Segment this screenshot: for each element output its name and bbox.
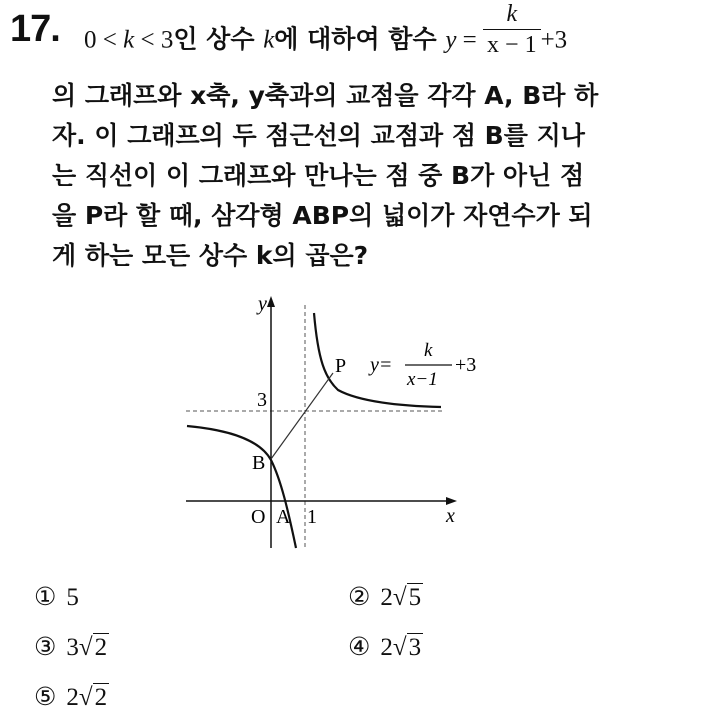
question-text: 인 상수: [173, 24, 264, 54]
y-axis-label: y: [258, 293, 267, 315]
sqrt-symbol: √2: [78, 684, 108, 711]
choice-coefficient: 2: [380, 584, 393, 611]
choice-radicand: 2: [94, 634, 108, 661]
question-text: 에 대하여 함수: [274, 24, 446, 54]
equals-sign: =: [456, 26, 484, 54]
choice-mark: ①: [34, 584, 57, 611]
var-y: y: [445, 26, 457, 54]
inequality-left: 0 <: [84, 26, 124, 54]
choice-coefficient: 3: [66, 634, 79, 661]
choice-coefficient: 2: [380, 634, 393, 661]
graph-eq-denominator: x−1: [407, 369, 438, 390]
choice-radicand: 2: [94, 684, 108, 711]
point-a-label: A: [276, 506, 291, 528]
segment-bp: [271, 373, 333, 459]
origin-label: O: [251, 506, 266, 528]
fraction-denominator: x − 1: [483, 29, 541, 60]
graph-eq-y: y=: [370, 354, 393, 376]
choice-mark: ④: [348, 634, 371, 661]
question-line-3: 자. 이 그래프의 두 점근선의 교점과 점 B를 지나: [52, 121, 585, 150]
choice-coefficient: 2: [66, 684, 79, 711]
point-p-label: P: [335, 355, 347, 377]
graph-eq-numerator: k: [424, 340, 433, 361]
question-number: 17.: [10, 8, 60, 50]
inequality-right: < 3: [134, 26, 174, 54]
var-k: k: [123, 26, 135, 54]
var-k: k: [263, 26, 275, 54]
choice-5[interactable]: [34, 682, 109, 712]
graph-eq-constant: +3: [455, 354, 477, 376]
question-line-2: 의 그래프와 x축, y축과의 교점을 각각 A, B라 하: [52, 81, 599, 110]
x-tick-1: 1: [307, 506, 317, 528]
sqrt-symbol: √2: [78, 634, 108, 661]
question-line-4: 는 직선이 이 그래프와 만나는 점 중 B가 아닌 점: [52, 161, 585, 190]
choice-radicand: 3: [408, 634, 422, 661]
sqrt-symbol: √3: [392, 634, 422, 661]
fraction-numerator: k: [506, 1, 518, 27]
curve-left-branch: [187, 426, 296, 548]
choice-2[interactable]: [348, 582, 423, 612]
choice-mark: ③: [34, 634, 57, 661]
choice-value: 5: [66, 584, 79, 611]
sqrt-symbol: √5: [392, 584, 422, 611]
choice-mark: ⑤: [34, 684, 57, 711]
point-b-label: B: [252, 452, 266, 474]
y-tick-3: 3: [257, 389, 267, 411]
choice-mark: ②: [348, 584, 371, 611]
choice-radicand: 5: [408, 584, 422, 611]
choice-4[interactable]: [348, 632, 423, 662]
x-axis-arrow: [446, 497, 457, 505]
y-axis-arrow: [267, 296, 275, 307]
function-constant: +3: [540, 26, 568, 54]
x-axis-label: x: [446, 505, 455, 527]
question-line-5: 을 P라 할 때, 삼각형 ABP의 넓이가 자연수가 되: [52, 201, 593, 230]
choice-1[interactable]: [34, 582, 79, 612]
question-line-6: 게 하는 모든 상수 k의 곱은?: [52, 241, 369, 270]
choice-3[interactable]: [34, 632, 109, 662]
